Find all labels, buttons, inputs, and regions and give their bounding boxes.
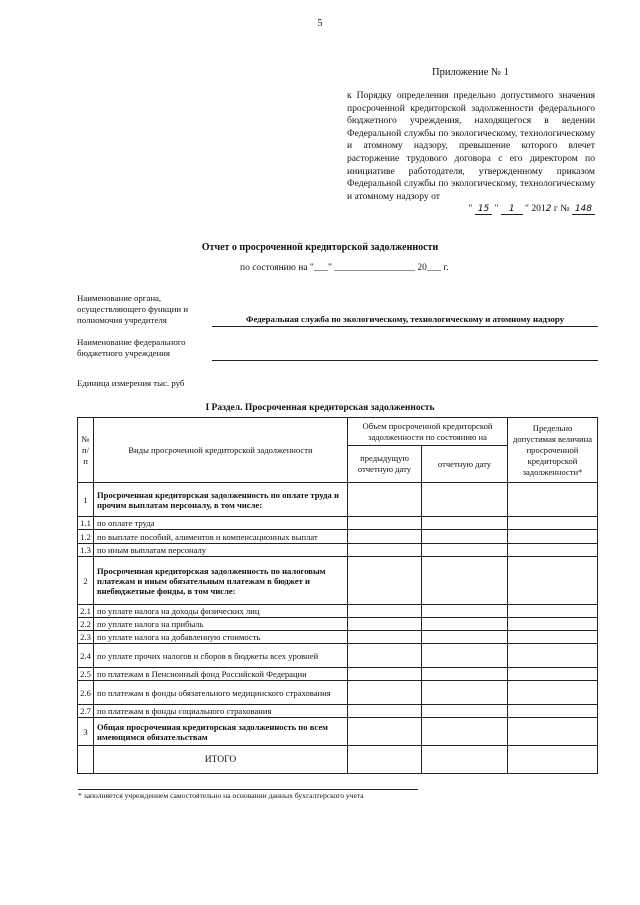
table-row xyxy=(78,644,598,668)
section-title: I Раздел. Просроченная кредиторская задолженность xyxy=(205,403,435,413)
ref-year: 2 xyxy=(545,204,552,215)
previous-value-cell xyxy=(348,705,422,718)
row-description: Просроченная кредиторская задолженность по оплате труда и прочим выплатам персоналу, в том числе: xyxy=(94,483,348,517)
row-number: 2.5 xyxy=(78,668,94,681)
institution-field xyxy=(212,347,598,361)
row-number: 2.6 xyxy=(78,681,94,705)
limit-value-cell xyxy=(508,718,598,746)
row-number: 1.2 xyxy=(78,530,94,544)
row-number: 2 xyxy=(78,557,94,605)
row-description: по уплате налога на доходы физических лиц xyxy=(94,605,348,618)
appendix-title: Приложение № 1 xyxy=(432,67,509,78)
col-header-limit: Предельно допустимая величина просроченной кредиторской задолженности* xyxy=(508,418,598,483)
current-value-cell xyxy=(422,530,508,544)
organ-value: Федеральная служба по экологическому, технологическому и атомному надзору xyxy=(245,314,565,324)
institution-label: Наименование федерального бюджетного учреждения xyxy=(77,337,186,358)
previous-value-cell xyxy=(348,681,422,705)
row-number: 2.3 xyxy=(78,631,94,644)
current-value-cell xyxy=(422,618,508,631)
previous-value-cell xyxy=(348,718,422,746)
current-value-cell xyxy=(422,644,508,668)
appendix-body-text: к Порядку определения предельно допустимого значения просроченной кредиторской задолженности федерального бюджетного учреждения, находящегося в ведении Федеральной службы по экологическому, технологическому и атомному надзору, превышение которого влечет расторжение трудового договора с его директором по инициативе работодателя, утвержденному приказом Федеральной службы по экологическому, технологическому и атомному надзору от xyxy=(347,90,595,202)
previous-value-cell xyxy=(348,618,422,631)
limit-value-cell xyxy=(508,631,598,644)
row-description: по уплате налога на прибыль xyxy=(94,618,348,631)
table-row xyxy=(78,605,598,618)
total-num-cell xyxy=(78,746,94,774)
col-header-kinds: Виды просроченной кредиторской задолженности xyxy=(94,418,348,483)
row-number: 2.2 xyxy=(78,618,94,631)
previous-value-cell xyxy=(348,631,422,644)
row-description: Общая просроченная кредиторская задолженность по всем имеющимся обязательствам xyxy=(94,718,348,746)
previous-value-cell xyxy=(348,517,422,530)
limit-value-cell xyxy=(508,557,598,605)
col-header-previous: предыдущую отчетную дату xyxy=(348,446,422,483)
table-row xyxy=(78,557,598,605)
table-row xyxy=(78,681,598,705)
limit-value-cell xyxy=(508,668,598,681)
organ-label: Наименование органа, осуществляющего функции и полномочия учредителя xyxy=(77,293,189,325)
previous-value-cell xyxy=(348,557,422,605)
previous-value-cell xyxy=(348,483,422,517)
row-number: 2.4 xyxy=(78,644,94,668)
table-row xyxy=(78,718,598,746)
previous-value-cell xyxy=(348,644,422,668)
total-current-cell xyxy=(422,746,508,774)
table-row xyxy=(78,483,598,517)
previous-value-cell xyxy=(348,544,422,557)
row-description: по платежам в Пенсионный фонд Российской Федерации xyxy=(94,668,348,681)
table-row xyxy=(78,705,598,718)
current-value-cell xyxy=(422,544,508,557)
current-value-cell xyxy=(422,681,508,705)
table-row xyxy=(78,668,598,681)
table-row xyxy=(78,530,598,544)
current-value-cell xyxy=(422,483,508,517)
page-number: 5 xyxy=(317,18,323,29)
total-limit-cell xyxy=(508,746,598,774)
table-row xyxy=(78,618,598,631)
limit-value-cell xyxy=(508,644,598,668)
col-header-current: отчетную дату xyxy=(422,446,508,483)
ref-day: 15 xyxy=(475,204,492,215)
col-header-volume: Объем просроченной кредиторской задолженности по состоянию на xyxy=(348,418,508,446)
limit-value-cell xyxy=(508,618,598,631)
row-number: 1 xyxy=(78,483,94,517)
table-row xyxy=(78,631,598,644)
ref-number-label: г № xyxy=(553,203,570,215)
organ-field xyxy=(212,314,598,327)
ref-close-quote: " xyxy=(494,203,499,215)
report-date-line: по состоянию на "___" _________________ 20___ г. xyxy=(240,263,449,273)
limit-value-cell xyxy=(508,483,598,517)
order-reference xyxy=(347,203,595,216)
row-number: 1.3 xyxy=(78,544,94,557)
total-label: ИТОГО xyxy=(94,746,348,774)
current-value-cell xyxy=(422,631,508,644)
ref-month: 1 xyxy=(501,204,523,215)
row-number: 2.7 xyxy=(78,705,94,718)
current-value-cell xyxy=(422,718,508,746)
table-row xyxy=(78,517,598,530)
limit-value-cell xyxy=(508,681,598,705)
current-value-cell xyxy=(422,668,508,681)
row-description: по платежам в фонды социального страхования xyxy=(94,705,348,718)
limit-value-cell xyxy=(508,544,598,557)
current-value-cell xyxy=(422,605,508,618)
row-number: 1.1 xyxy=(78,517,94,530)
unit-label: Единица измерения тыс. руб xyxy=(77,378,185,388)
previous-value-cell xyxy=(348,530,422,544)
row-number: 2.1 xyxy=(78,605,94,618)
row-description: по уплате налога на добавленную стоимость xyxy=(94,631,348,644)
limit-value-cell xyxy=(508,605,598,618)
current-value-cell xyxy=(422,517,508,530)
ref-year-prefix: " 201 xyxy=(525,203,546,215)
report-table xyxy=(77,417,598,774)
row-description: по платежам в фонды обязательного медицинского страхования xyxy=(94,681,348,705)
ref-number: 148 xyxy=(572,204,595,215)
row-description: по оплате труда xyxy=(94,517,348,530)
row-description: по уплате прочих налогов и сборов в бюджеты всех уровней xyxy=(94,644,348,668)
footnote: * заполняется учреждением самостоятельно на основании данных бухгалтерского учета xyxy=(78,791,364,800)
ref-open-quote: " xyxy=(468,203,473,215)
limit-value-cell xyxy=(508,530,598,544)
row-description: по выплате пособий, алиментов и компенсационных выплат xyxy=(94,530,348,544)
limit-value-cell xyxy=(508,705,598,718)
previous-value-cell xyxy=(348,668,422,681)
row-description: по иным выплатам персоналу xyxy=(94,544,348,557)
row-number: 3 xyxy=(78,718,94,746)
appendix-text xyxy=(347,90,595,216)
footnote-divider xyxy=(78,789,418,790)
total-previous-cell xyxy=(348,746,422,774)
previous-value-cell xyxy=(348,605,422,618)
current-value-cell xyxy=(422,557,508,605)
report-title: Отчет о просроченной кредиторской задолженности xyxy=(201,242,439,253)
table-row xyxy=(78,544,598,557)
col-header-num: № п/п xyxy=(78,418,94,483)
row-description: Просроченная кредиторская задолженность по налоговым платежам и иным обязательным платежам в бюджет и внебюджетные фонды, в том числе: xyxy=(94,557,348,605)
current-value-cell xyxy=(422,705,508,718)
limit-value-cell xyxy=(508,517,598,530)
